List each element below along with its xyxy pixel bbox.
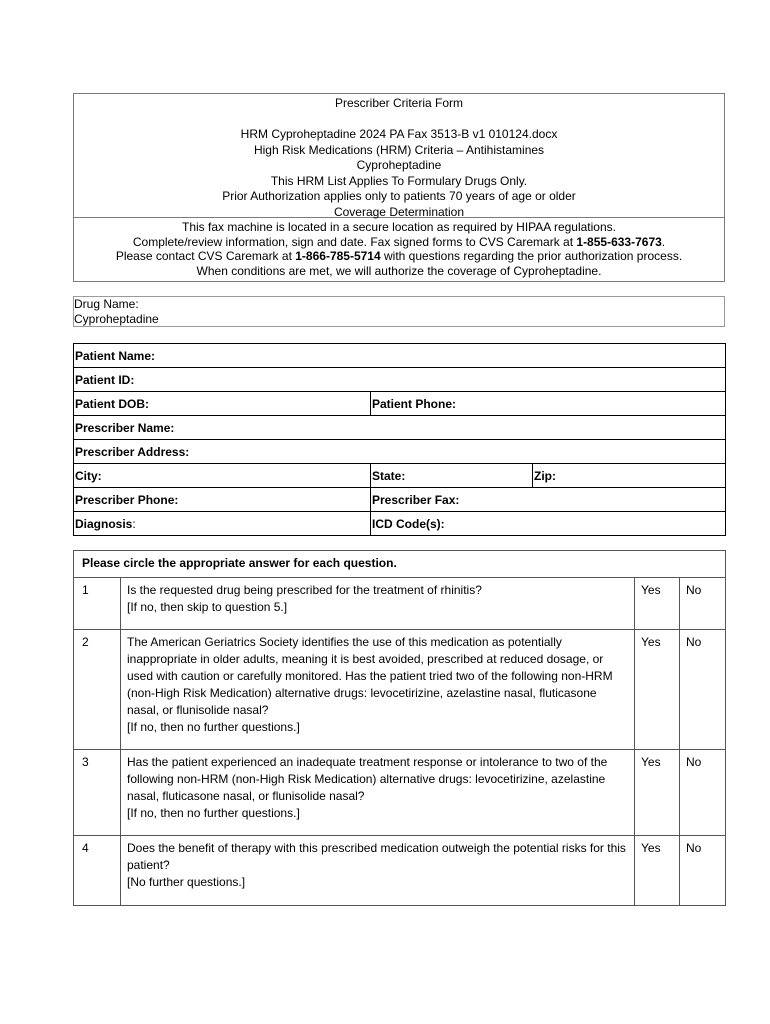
age-note: Prior Authorization applies only to patients 70 years of age or older <box>222 189 576 203</box>
question-number: 1 <box>74 578 121 630</box>
drug-name-label: Drug Name: <box>74 297 139 311</box>
fax-notice <box>74 218 724 281</box>
fax-instructions: Complete/review information, sign and date. Fax signed forms to CVS Caremark at 1-855-633-7673. <box>132 234 666 249</box>
prescriber-phone-field[interactable]: Prescriber Phone: <box>74 488 371 512</box>
contact-instructions: Please contact CVS Caremark at 1-866-785-5714 with questions regarding the prior authorization process. <box>115 249 683 263</box>
hipaa-notice: This fax machine is located in a secure location as required by HIPAA regulations. <box>181 220 616 234</box>
list-note: This HRM List Applies To Formulary Drugs Only. <box>270 173 528 188</box>
question-number: 3 <box>74 750 121 836</box>
criteria-title: High Risk Medications (HRM) Criteria – Antihistamines <box>253 142 545 157</box>
state-field[interactable]: State: <box>371 464 533 488</box>
answer-yes[interactable]: Yes <box>635 836 680 906</box>
answer-yes[interactable]: Yes <box>635 630 680 750</box>
zip-field[interactable]: Zip: <box>533 464 726 488</box>
city-field[interactable]: City: <box>74 464 371 488</box>
answer-no[interactable]: No <box>680 750 726 836</box>
patient-info-table <box>73 343 726 536</box>
question-text: The American Geriatrics Society identifies the use of this medication as potentially inappropriate in older adults, meaning it is best avoided, prescribed at reduced dosage, or used with caution or carefully monitored. Has the patient tried two of the following non-HRM (non-High Risk Medication) alternative drugs: levocetirizine, azelastine nasal, fluticasone nasal, or flunisolide nasal? [If no, then no further questions.] <box>121 630 635 750</box>
icd-codes-field[interactable]: ICD Code(s): <box>371 512 726 536</box>
prescriber-address-field[interactable]: Prescriber Address: <box>74 440 726 464</box>
authorization-note: When conditions are met, we will authorize the coverage of Cyproheptadine. <box>196 263 602 278</box>
answer-yes[interactable]: Yes <box>635 578 680 630</box>
question-text: Has the patient experienced an inadequate treatment response or intolerance to two of the following non-HRM (non-High Risk Medication) alternative drugs: levocetirizine, azelastine nasal, fluticasone nasal, or flunisolide nasal? [If no, then no further questions.] <box>121 750 635 836</box>
diagnosis-field[interactable]: Diagnosis: <box>74 512 371 536</box>
question-number: 2 <box>74 630 121 750</box>
prescriber-name-field[interactable]: Prescriber Name: <box>74 416 726 440</box>
drug-name-value: Cyproheptadine <box>74 311 159 326</box>
document-name: HRM Cyproheptadine 2024 PA Fax 3513-B v1 010124.docx <box>240 127 558 141</box>
form-header <box>73 93 725 282</box>
questions-table <box>73 550 726 906</box>
drug-title: Cyproheptadine <box>356 158 442 172</box>
form-title: Prescriber Criteria Form <box>334 96 463 110</box>
patient-id-field[interactable]: Patient ID: <box>74 368 726 392</box>
answer-yes[interactable]: Yes <box>635 750 680 836</box>
questions-instruction: Please circle the appropriate answer for each question. <box>74 551 726 578</box>
fax-number: 1-855-633-7673 <box>576 234 662 249</box>
prescriber-fax-field[interactable]: Prescriber Fax: <box>371 488 726 512</box>
phone-number: 1-866-785-5714 <box>295 249 381 263</box>
question-text: Is the requested drug being prescribed for the treatment of rhinitis? [If no, then skip to question 5.] <box>121 578 635 630</box>
coverage-determination: Coverage Determination <box>333 204 465 219</box>
form-header-titles <box>74 94 724 218</box>
drug-name-box <box>73 296 725 327</box>
answer-no[interactable]: No <box>680 836 726 906</box>
answer-no[interactable]: No <box>680 630 726 750</box>
answer-no[interactable]: No <box>680 578 726 630</box>
patient-dob-field[interactable]: Patient DOB: <box>74 392 371 416</box>
question-text: Does the benefit of therapy with this prescribed medication outweigh the potential risks for this patient? [No further questions.] <box>121 836 635 906</box>
patient-phone-field[interactable]: Patient Phone: <box>371 392 726 416</box>
question-number: 4 <box>74 836 121 906</box>
patient-name-field[interactable]: Patient Name: <box>74 344 726 368</box>
